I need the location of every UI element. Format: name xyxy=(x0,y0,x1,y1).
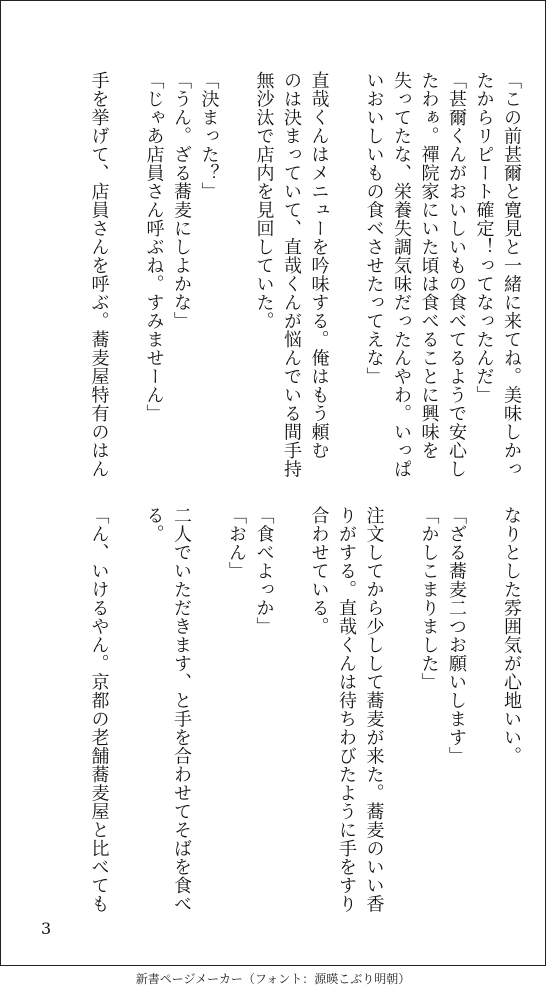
text-line xyxy=(333,71,361,511)
page-number: 3 xyxy=(41,919,52,938)
text-line: 「ざる蕎麦二つお願いします」 xyxy=(446,506,467,765)
text-line: 失ってたな、栄養失調気味だったんやわ。いっぱ xyxy=(391,71,412,478)
text-line xyxy=(195,506,223,946)
text-line: 無沙汰で店内を見回していた。 xyxy=(253,71,275,330)
text-line xyxy=(223,71,251,511)
text-line: りがする。直哉くんは待ちわびたように手をすり xyxy=(336,506,357,913)
lower-text-block xyxy=(25,506,525,946)
text-line: 「ん、いけるやん。京都の老舗蕎麦屋と比べても xyxy=(88,506,110,913)
text-line: 注文してから少しして蕎麦が来た。蕎麦のいい香 xyxy=(363,506,385,913)
text-line xyxy=(388,506,416,946)
text-line: 「決まった？」 xyxy=(198,71,220,201)
text-line: 合わせている。 xyxy=(308,506,330,636)
text-line: 「じゃあ店員さん呼ぶね。すみませーん」 xyxy=(143,71,165,423)
text-line: 二人でいただきます、と手を合わせてそばを食べ xyxy=(171,506,192,913)
text-line xyxy=(470,506,498,946)
text-line: たからリピート確定！ってなったんだ」 xyxy=(473,71,495,404)
text-line xyxy=(278,506,306,946)
footer-credit: 新書ページメーカー（フォント：源暎こぶり明朝） xyxy=(135,972,411,986)
text-line xyxy=(113,506,141,946)
upper-text-block xyxy=(25,71,525,511)
text-line: 手を挙げて、店員さんを呼ぶ。蕎麦屋特有のはん xyxy=(88,71,110,478)
text-line: のは決まっていて、直哉くんが悩んでいる間手持 xyxy=(281,71,302,478)
text-line: 「甚爾くんがおいしいもの食べてるようで安心し xyxy=(446,71,467,478)
text-line: 「この前甚爾と寛見と一緒に来てね。美味しかっ xyxy=(501,71,522,478)
text-line: 「おん」 xyxy=(226,506,247,580)
text-line: 「うん。ざる蕎麦にしよかな」 xyxy=(171,71,192,330)
text-line: る。 xyxy=(143,506,165,543)
text-line: たわぁ。禪院家にいた頃は食べることに興味を xyxy=(418,71,440,460)
text-line: 「かしこまりました」 xyxy=(418,506,440,691)
text-line: 直哉くんはメニューを吟味する。俺はもう頼む xyxy=(308,71,330,460)
text-line xyxy=(113,71,141,511)
text-line: 「食べよっか」 xyxy=(253,506,275,636)
text-line: いおいしいもの食べさせたってえな」 xyxy=(363,71,385,386)
text-line: なりとした雰囲気が心地いい。 xyxy=(501,506,522,765)
